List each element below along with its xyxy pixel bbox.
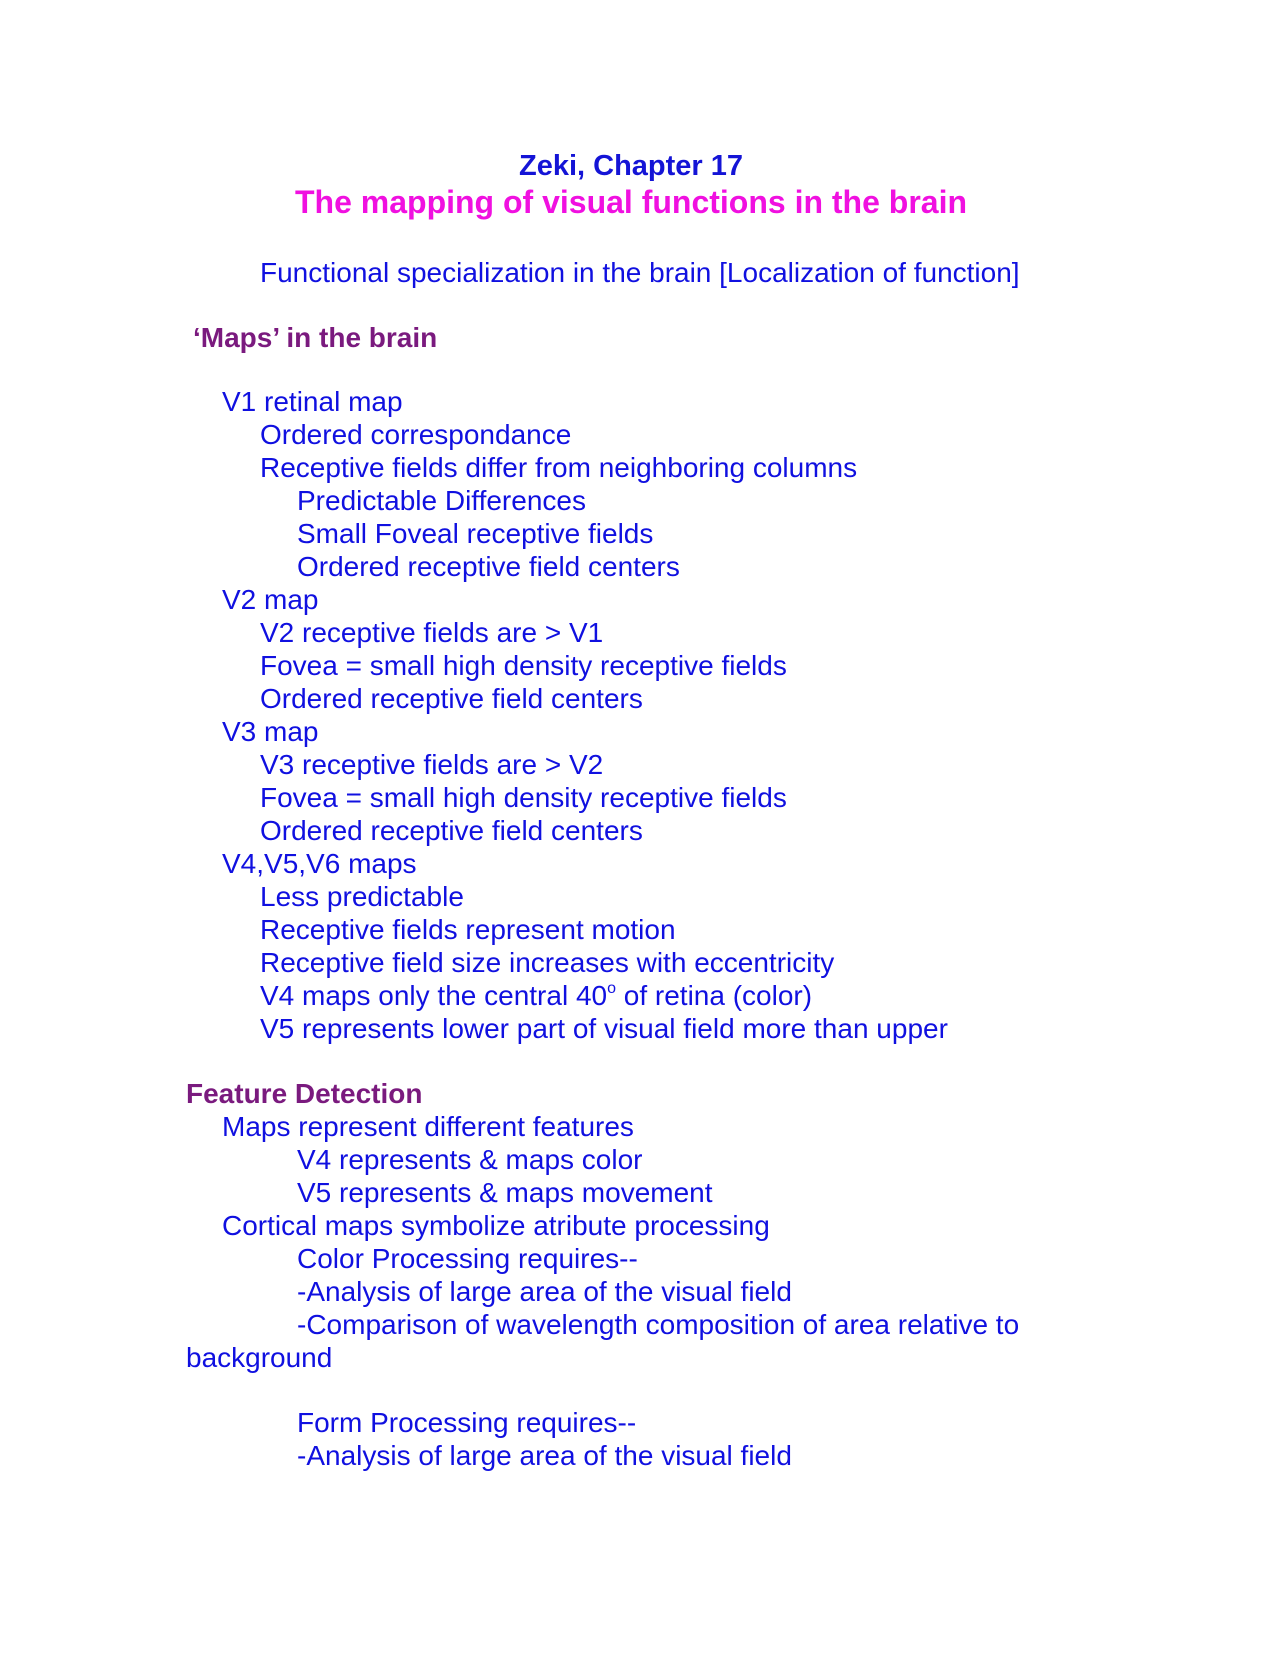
- page-title: The mapping of visual functions in the brain: [294, 184, 968, 220]
- intro-line: Functional specialization in the brain [Localization of function]: [260, 257, 1020, 288]
- list-item: Maps represent different features: [222, 1111, 634, 1142]
- list-item: background: [186, 1342, 333, 1373]
- list-item: -Comparison of wavelength composition of area relative to: [297, 1309, 1020, 1340]
- list-item: Ordered receptive field centers: [297, 551, 680, 582]
- maps-heading: ‘Maps’ in the brain: [193, 322, 438, 353]
- list-item: V2 receptive fields are > V1: [260, 617, 604, 648]
- color-processing-label: Color Processing requires--: [297, 1243, 638, 1274]
- list-item: Receptive field size increases with eccentricity: [260, 947, 835, 978]
- feature-heading: Feature Detection: [186, 1078, 423, 1109]
- list-item: Ordered correspondance: [260, 419, 572, 450]
- v4-line-suffix: of retina (color): [616, 980, 813, 1011]
- list-item: Small Foveal receptive fields: [297, 518, 654, 549]
- list-item: Ordered receptive field centers: [260, 683, 643, 714]
- list-item: -Analysis of large area of the visual field: [297, 1276, 792, 1307]
- v456-label: V4,V5,V6 maps: [222, 848, 417, 879]
- list-item: Cortical maps symbolize atribute processing: [222, 1210, 770, 1241]
- list-item: Fovea = small high density receptive fields: [260, 650, 787, 681]
- list-item: Receptive fields differ from neighboring columns: [260, 452, 858, 483]
- v4-color-line: [260, 979, 812, 1013]
- list-item: -Analysis of large area of the visual field: [297, 1440, 792, 1471]
- list-item: V3 receptive fields are > V2: [260, 749, 604, 780]
- chapter-heading: Zeki, Chapter 17: [518, 150, 744, 182]
- v1-label: V1 retinal map: [222, 386, 403, 417]
- list-item: V4 represents & maps color: [297, 1144, 643, 1175]
- form-processing-label: Form Processing requires--: [297, 1407, 637, 1438]
- list-item: Predictable Differences: [297, 485, 586, 516]
- list-item: Fovea = small high density receptive fields: [260, 782, 787, 813]
- v4-line-prefix: V4 maps only the central 40: [260, 980, 608, 1011]
- list-item: Receptive fields represent motion: [260, 914, 676, 945]
- list-item: Ordered receptive field centers: [260, 815, 643, 846]
- list-item: V5 represents & maps movement: [297, 1177, 713, 1208]
- degree-symbol: o: [607, 979, 616, 997]
- list-item: Less predictable: [260, 881, 464, 912]
- v2-label: V2 map: [222, 584, 319, 615]
- list-item: V5 represents lower part of visual field more than upper: [260, 1013, 948, 1044]
- v3-label: V3 map: [222, 716, 319, 747]
